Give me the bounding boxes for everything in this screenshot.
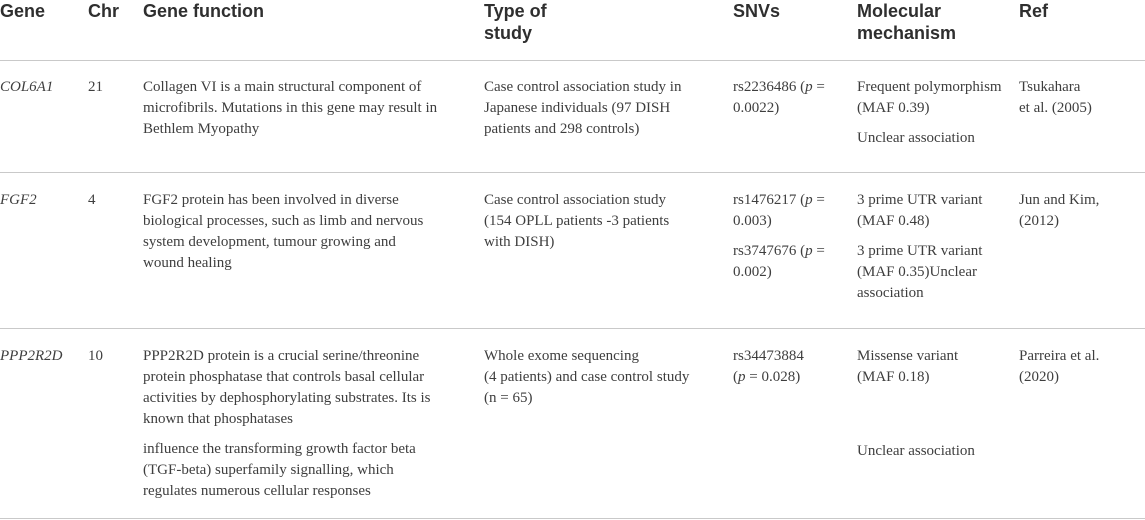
row1-ref-line: et al. (2005)	[1019, 100, 1092, 116]
row3-function-line: influence the transforming growth factor beta	[143, 441, 416, 457]
row3-snvs	[733, 346, 804, 388]
row2-function-line: wound healing	[143, 255, 232, 271]
row2-snv2-line2: 0.002)	[733, 264, 772, 280]
row2-ref	[1019, 190, 1099, 232]
row2-ref-line: (2012)	[1019, 213, 1059, 229]
header-divider	[0, 60, 1145, 61]
snv-equals: =	[812, 79, 825, 95]
row1-mechanism	[857, 77, 1002, 149]
row2-snv2-line1	[733, 241, 825, 262]
p-value-symbol: p	[805, 79, 813, 95]
row2-ref-line: Jun and Kim,	[1019, 192, 1100, 208]
row1-mechanism-line: Frequent polymorphism	[857, 79, 1002, 95]
row1-study-line: Japanese individuals (97 DISH	[484, 100, 671, 116]
row1-function	[143, 77, 437, 140]
row1-gene: COL6A1	[0, 79, 54, 95]
row3-ref-line: Parreira et al.	[1019, 348, 1100, 364]
row2-mechanism-line: 3 prime UTR variant	[857, 243, 983, 259]
spacer	[857, 119, 1002, 128]
row3-gene: PPP2R2D	[0, 348, 63, 364]
row1-mechanism-line: (MAF 0.39)	[857, 100, 930, 116]
row3-mechanism-note: Unclear association	[857, 443, 975, 459]
header-ref: Ref	[1019, 1, 1049, 21]
row2-snvs	[733, 190, 825, 283]
row3-ref-line: (2020)	[1019, 369, 1059, 385]
snv-value: = 0.028)	[745, 369, 801, 385]
row2-mechanism-line: (MAF 0.48)	[857, 213, 930, 229]
header-gene: Gene	[0, 1, 46, 21]
snv-paren: (	[733, 369, 738, 385]
header-study-line2: study	[484, 23, 533, 43]
row3-ref	[1019, 346, 1099, 388]
header-snvs: SNVs	[733, 1, 781, 21]
row-divider	[0, 328, 1145, 329]
row3-mechanism-line: (MAF 0.18)	[857, 369, 930, 385]
row3-function-line: PPP2R2D protein is a crucial serine/threonine	[143, 348, 420, 364]
snv-id: rs2236486 (	[733, 79, 806, 95]
row1-function-line: Bethlem Myopathy	[143, 121, 260, 137]
row1-function-line: Collagen VI is a main structural component of	[143, 79, 422, 95]
snv-equals: =	[812, 243, 825, 259]
snv-equals: =	[812, 192, 825, 208]
header-chr: Chr	[88, 1, 119, 21]
row1-chr: 21	[88, 79, 103, 95]
row2-function-line: FGF2 protein has been involved in diverse	[143, 192, 399, 208]
header-gene-function: Gene function	[143, 1, 264, 21]
row2-mechanism	[857, 190, 982, 304]
row3-function	[143, 346, 430, 502]
row3-study-line: (n = 65)	[484, 390, 533, 406]
row3-snv-line2	[733, 367, 804, 388]
spacer	[733, 232, 825, 241]
row2-snv1-line2: 0.003)	[733, 213, 772, 229]
row2-mechanism-line: (MAF 0.35)Unclear	[857, 264, 977, 280]
row3-chr: 10	[88, 348, 103, 364]
p-value-symbol: p	[805, 243, 813, 259]
spacer	[143, 430, 430, 439]
row2-chr: 4	[88, 192, 96, 208]
row1-snv-line1	[733, 77, 825, 98]
row3-study-line: Whole exome sequencing	[484, 348, 639, 364]
row1-ref	[1019, 77, 1092, 119]
header-mech-line1: Molecular	[857, 1, 942, 21]
row2-gene: FGF2	[0, 192, 37, 208]
row-divider	[0, 172, 1145, 173]
row2-function	[143, 190, 423, 274]
row3-snv-line1: rs34473884	[733, 348, 804, 364]
p-value-symbol: p	[805, 192, 813, 208]
row2-function-line: biological processes, such as limb and nervous	[143, 213, 424, 229]
row1-ref-line: Tsukahara	[1019, 79, 1081, 95]
row3-function-line: known that phosphatases	[143, 411, 293, 427]
snv-id: rs1476217 (	[733, 192, 806, 208]
row1-function-line: microfibrils. Mutations in this gene may result in	[143, 100, 438, 116]
header-type-of-study	[484, 0, 547, 44]
row3-function-line: activities by dephosphorylating substrates. Its is	[143, 390, 431, 406]
row2-mechanism-line: 3 prime UTR variant	[857, 192, 983, 208]
row2-mechanism-line: association	[857, 285, 924, 301]
row3-function-line: protein phosphatase that controls basal cellular	[143, 369, 425, 385]
row2-study-line: (154 OPLL patients -3 patients	[484, 213, 670, 229]
snv-id: rs3747676 (	[733, 243, 806, 259]
row1-study-line: patients and 298 controls)	[484, 121, 640, 137]
header-molecular-mechanism	[857, 0, 956, 44]
row1-study-line: Case control association study in	[484, 79, 682, 95]
row2-study-line: with DISH)	[484, 234, 555, 250]
row1-study	[484, 77, 681, 140]
row3-study	[484, 346, 689, 409]
row1-snv-line2: 0.0022)	[733, 100, 780, 116]
row3-study-line: (4 patients) and case control study	[484, 369, 690, 385]
table-bottom-rule	[0, 518, 1145, 519]
row2-study-line: Case control association study	[484, 192, 667, 208]
row1-mechanism-line: Unclear association	[857, 130, 975, 146]
row2-study	[484, 190, 669, 253]
row2-snv1-line1	[733, 190, 825, 211]
spacer	[857, 232, 982, 241]
row3-function-line: regulates numerous cellular responses	[143, 483, 371, 499]
header-study-line1: Type of	[484, 1, 547, 21]
row3-mechanism-line: Missense variant	[857, 348, 959, 364]
row3-function-line: (TGF-beta) superfamily signalling, which	[143, 462, 394, 478]
row3-mechanism	[857, 346, 958, 388]
row1-snvs	[733, 77, 825, 119]
row2-function-line: system development, tumour growing and	[143, 234, 396, 250]
p-value-symbol: p	[738, 369, 746, 385]
header-mech-line2: mechanism	[857, 23, 957, 43]
